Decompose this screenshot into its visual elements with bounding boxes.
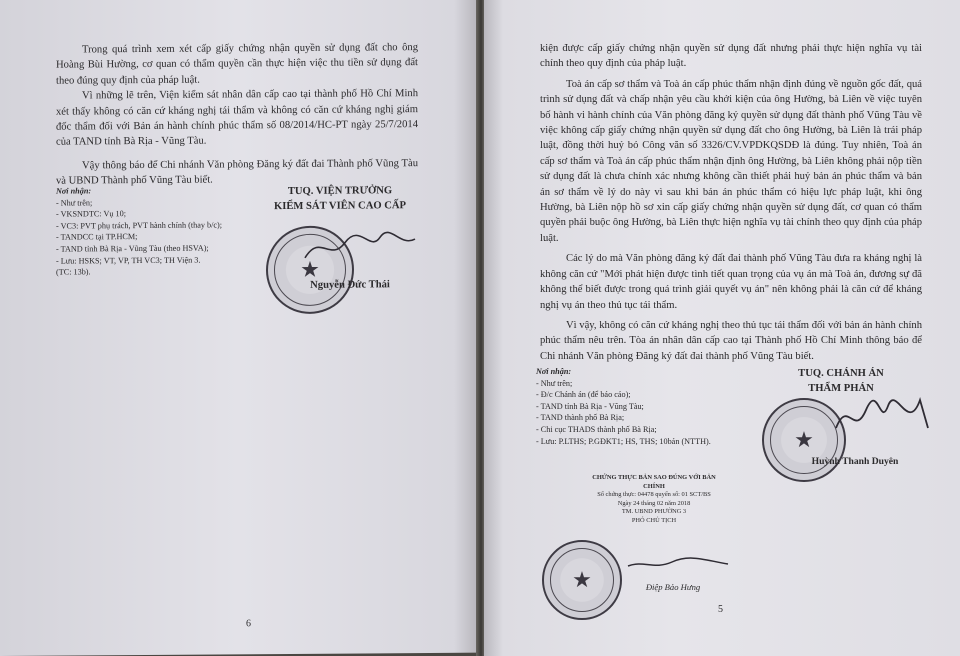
left-signature-block (250, 183, 430, 215)
stamp-line-3: Ngày 24 tháng 02 năm 2018 (617, 499, 691, 507)
right-sign-line-2: THẨM PHÁN (808, 383, 874, 395)
certification-stamp (584, 474, 724, 526)
stamp-title: CHỨNG THỰC BẢN SAO ĐÚNG VỚI BẢN CHÍNH (592, 474, 716, 490)
stamp-line-2: Số chứng thực: 04478 quyển số: 01 SCT/BS (597, 491, 711, 499)
left-sign-line-1: TUQ. VIỆN TRƯỞNG (287, 185, 393, 197)
left-signer-name: Nguyễn Đức Thái (310, 279, 390, 291)
right-recipients-title: Nơi nhận: (536, 367, 572, 376)
right-recipient-item: - Lưu: P.LTHS; P.GĐKT1; HS, THS; 10bản (NTTH). (536, 436, 711, 446)
left-signature-scribble-icon (300, 227, 420, 268)
right-recipient-item: - Như trên; (536, 378, 573, 388)
right-recipient-item: - TAND tỉnh Bà Rịa - Vũng Tàu; (536, 401, 644, 411)
left-page (0, 0, 478, 656)
left-recipient-item: - VC3: PVT phụ trách, PVT hành chính (thay b/c); (56, 220, 223, 231)
stamp-signature-scribble-icon (624, 540, 734, 580)
left-sign-line-2: KIỂM SÁT VIÊN CAO CẤP (273, 200, 407, 213)
stamp-line-4: TM. UBND PHƯỜNG 3 (621, 508, 687, 516)
right-recipient-item: - Chi cục THADS thành phố Bà Rịa; (536, 424, 657, 434)
right-page (484, 0, 960, 656)
left-official-seal-icon: ★ (266, 226, 354, 315)
left-paragraph-3: Vậy thông báo để Chi nhánh Văn phòng Đăng ký đất đai Thành phố Vũng Tàu và UBND Thành phố Vũng Tàu biết. (56, 157, 418, 187)
right-court-seal-icon: ★ (762, 398, 846, 482)
left-recipients (56, 184, 246, 278)
stamp-signer-name: Điệp Bảo Hưng (645, 582, 701, 592)
right-signature-scribble-icon (830, 388, 936, 448)
right-paragraph-1: Toà án cấp sơ thẩm và Toà án cấp phúc thẩm nhận định đúng về nguồn gốc đất, quá trình sử dụng đất và chấp nhận yêu cầu khởi kiện của ông Hường, bà Liên về việc tuyên bố hành vi hành chính của Văn phòng đăng ký quyền sử dụng đất thành phố Vũng Tàu về việc không cấp giấy chứng nhận quyền sử dụng đất cho ông Hường, bà Liên là trái pháp luật, đồng thời huỷ bỏ Công văn số 3326/CV.VPDKQSDĐ là đúng. Tuy nhiên, Toà án cấp sơ thẩm và Toà án cấp phúc thẩm nhận định ông Hường, bà Liên không phải nộp tiền sử dụng đất là chưa chính xác nhưng không cần thiết phải huỷ bản án phúc thẩm và bản án sơ thẩm về lý do này vì sau khi bản án phúc thẩm có hiệu lực pháp luật, khi ông Hường, bà Liên nộp hồ sơ xin cấp giấy chứng nhận quyền sử dụng đất, cơ quan có thẩm quyền phải buộc ông Hường, bà Liên thực hiện nghĩa vụ tài chính theo quy định của pháp luật. (540, 78, 922, 244)
right-recipients (536, 366, 736, 447)
left-recipient-item: - Như trên; (56, 197, 93, 208)
right-body (540, 41, 922, 364)
left-paragraph-2: Vì những lẽ trên, Viện kiểm sát nhân dân cấp cao tại thành phố Hồ Chí Minh xét thấy không có căn cứ kháng nghị tái thẩm và không có căn cứ kháng nghị giám đốc thẩm đối với Bản án hành chính phúc thẩm số 08/2014/HC-PT ngày 25/7/2014 của TAND tỉnh Bà Rịa - Vũng Tàu. (56, 88, 418, 149)
left-recipients-title: Nơi nhận: (56, 186, 92, 196)
right-sign-line-1: TUQ. CHÁNH ÁN (798, 368, 884, 379)
right-paragraph-2: Các lý do mà Văn phòng đăng ký đất đai thành phố Vũng Tàu đưa ra kháng nghị là không căn cứ "Mới phát hiện được tình tiết quan trọng của vụ án mà Toà án, đương sự đã không thể biết được trong quá trình giải quyết vụ án" nên không phải là căn cứ để kháng nghị vụ án theo thủ tục tái thẩm. (540, 253, 922, 311)
left-body (56, 40, 418, 189)
right-paragraph-3: Vì vậy, không có căn cứ kháng nghị theo thủ tục tái thẩm đối với bản án hành chính phúc thẩm nêu trên. Tòa án nhân dân cấp cao tại Thành phố Hồ Chí Minh thông báo để Chi nhánh Văn phòng Đăng ký đất đai thành phố Vũng Tàu biết. (540, 319, 922, 362)
left-paragraph-1: Trong quá trình xem xét cấp giấy chứng nhận quyền sử dụng đất cho ông Hoàng Bùi Hường, cơ quan có thẩm quyền cần thực hiện việc thu tiền sử dụng đất theo đúng quy định của pháp luật. (56, 42, 418, 87)
left-recipient-item: (TC: 13b). (56, 267, 91, 277)
left-recipient-item: - TAND tỉnh Bà Rịa - Vũng Tàu (theo HSVA); (56, 243, 209, 254)
stamp-line-5: PHÓ CHỦ TỊCH (631, 516, 677, 524)
left-recipient-item: - TANDCC tại TP.HCM; (56, 232, 138, 242)
right-recipient-item: - TAND thành phố Bà Rịa; (536, 413, 625, 423)
right-paragraph-0: kiện được cấp giấy chứng nhận quyền sử dụng đất nhưng phải thực hiện nghĩa vụ tài chính theo quy định của pháp luật. (540, 43, 922, 70)
right-page-number: 5 (718, 604, 723, 615)
left-recipient-item: - VKSNDTC: Vụ 10; (56, 209, 126, 219)
left-recipient-item: - Lưu: HSKS; VT, VP, TH VC3; TH Viện 3. (56, 255, 201, 266)
right-recipient-item: - Đ/c Chánh án (để báo cáo); (536, 390, 631, 400)
left-page-number: 6 (246, 618, 251, 630)
ward-seal-icon: ★ (542, 540, 622, 620)
right-signer-name: Huỳnh Thanh Duyên (811, 456, 899, 467)
